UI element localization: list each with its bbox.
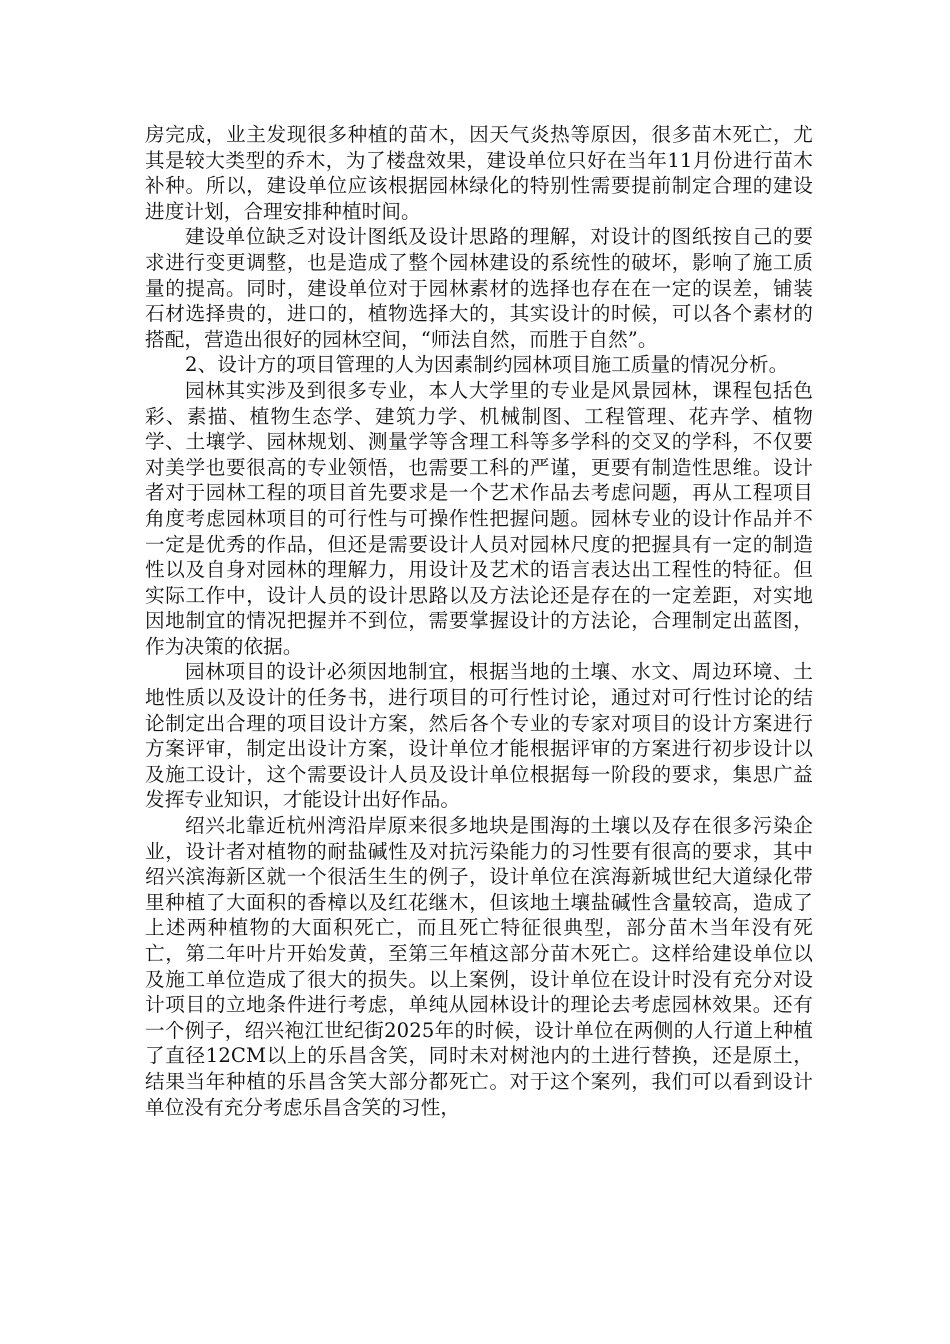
body-text [145,122,813,1120]
paragraph-4: 园林项目的设计必须因地制宜，根据当地的土壤、水文、周边环境、土地性质以及设计的任务书，进行项目的可行性讨论，通过对可行性讨论的结论制定出合理的项目设计方案，然后各个专业的专家对项目的设计方案进行方案评审，制定出设计方案，设计单位才能根据评审的方案进行初步设计以及施工设计，这个需要设计人员及设计单位根据每一阶段的要求，集思广益发挥专业知识，才能设计出好作品。 [145,660,813,812]
section-heading-2: 2、设计方的项目管理的人为因素制约园林项目施工质量的情况分析。 [185,353,789,377]
paragraph-1: 房完成，业主发现很多种植的苗木，因天气炎热等原因，很多苗木死亡，尤其是较大类型的乔木，为了楼盘效果，建设单位只好在当年11月份进行苗木补种。所以，建设单位应该根据园林绿化的特别性需要提前制定合理的建设进度计划，合理安排种植时间。 [145,123,813,223]
paragraph-5: 绍兴北靠近杭州湾沿岸原来很多地块是围海的土壤以及存在很多污染企业，设计者对植物的耐盐碱性及对抗污染能力的习性要有很高的要求，其中绍兴滨海新区就一个很活生生的例子，设计单位在滨海新城世纪大道绿化带里种植了大面积的香樟以及红花继木，但该地土壤盐碱性含量较高，造成了上述两种植物的大面积死亡，而且死亡特征很典型，部分苗木当年没有死亡，第二年叶片开始发黄，至第三年植这部分苗木死亡。这样给建设单位以及施工单位造成了很大的损失。以上案例，设计单位在设计时没有充分对设计项目的立地条件进行考虑，单纯从园林设计的理论去考虑园林效果。还有一个例子，绍兴袍江世纪街2025年的时候，设计单位在两侧的人行道上种植了直径12CM以上的乐昌含笑，同时未对树池内的土进行替换，还是原土，结果当年种植的乐昌含笑大部分都死亡。对于这个案列，我们可以看到设计单位没有充分考虑乐昌含笑的习性， [145,814,813,1119]
paragraph-3: 园林其实涉及到很多专业，本人大学里的专业是风景园林，课程包括色彩、素描、植物生态学、建筑力学、机械制图、工程管理、花卉学、植物学、土壤学、园林规划、测量学等含理工科等多学科的交叉的学科，不仅要对美学也要很高的专业领悟，也需要工科的严谨，更要有制造性思维。设计者对于园林工程的项目首先要求是一个艺术作品去考虑问题，再从工程项目角度考虑园林项目的可行性与可操作性把握问题。园林专业的设计作品并不一定是优秀的作品，但还是需要设计人员对园林尺度的把握具有一定的制造性以及自身对园林的理解力，用设计及艺术的语言表达出工程性的特征。但实际工作中，设计人员的设计思路以及方法论还是存在的一定差距，对实地因地制宜的情况把握并不到位，需要掌握设计的方法论，合理制定出蓝图，作为决策的依据。 [145,378,813,658]
paragraph-2: 建设单位缺乏对设计图纸及设计思路的理解，对设计的图纸按自己的要求进行变更调整，也是造成了整个园林建设的系统性的破坏，影响了施工质量的提高。同时，建设单位对于园林素材的选择也存在在一定的误差，铺装石材选择贵的，进口的，植物选择大的，其实设计的时候，可以各个素材的搭配，营造出很好的园林空间，“师法自然，而胜于自然”。 [145,225,813,351]
